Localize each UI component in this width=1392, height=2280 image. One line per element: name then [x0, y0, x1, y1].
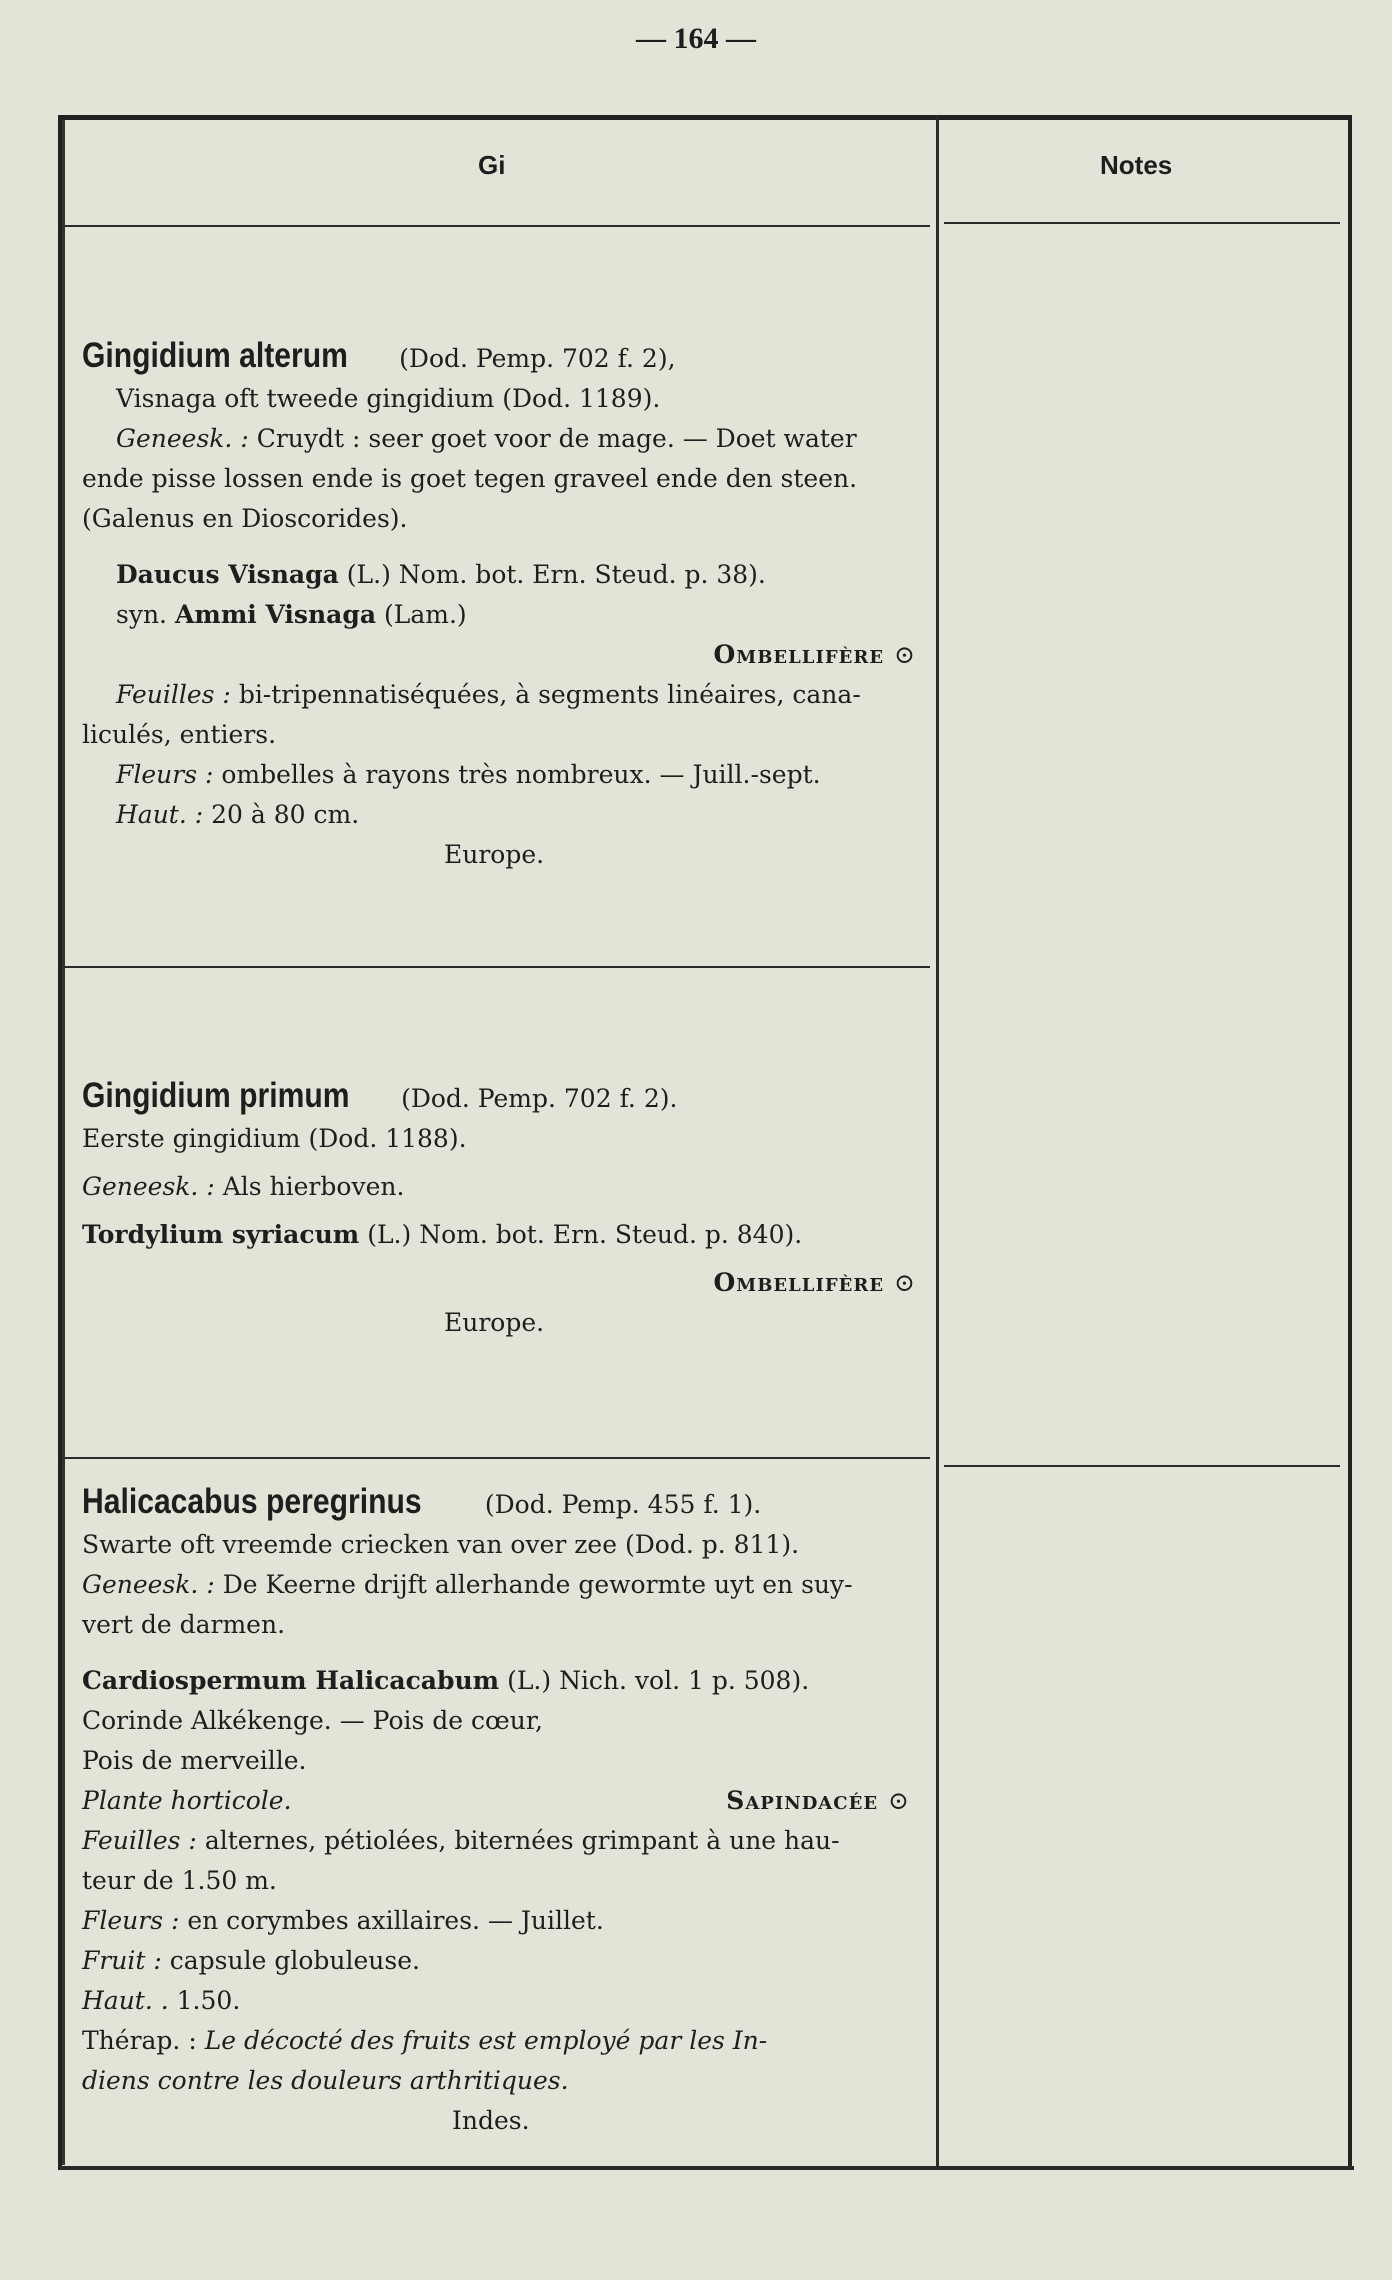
header-rule-left	[62, 225, 930, 227]
botanical-name: Tordylium syriacum	[82, 1220, 360, 1249]
column-header-notes: Notes	[1100, 150, 1173, 180]
column-divider	[936, 115, 939, 2170]
feuilles-label: Feuilles :	[82, 1826, 197, 1855]
entry-line: (Galenus en Dioscorides).	[82, 504, 408, 533]
fleurs-text: ombelles à rayons très nombreux. — Juill.-sept.	[221, 760, 821, 789]
plant-family: Sapindacée	[726, 1786, 879, 1815]
therap-text-cont: diens contre les douleurs arthritiques.	[82, 2066, 569, 2095]
entry-title-ref: (Dod. Pemp. 702 f. 2).	[401, 1084, 678, 1113]
fruit-text: capsule globuleuse.	[169, 1946, 420, 1975]
haut-label: Haut. .	[82, 1986, 169, 2015]
entry-title: Gingidium primum	[82, 1076, 350, 1115]
botanical-ref: (L.) Nom. bot. Ern. Steud. p. 38).	[346, 560, 766, 589]
feuilles-text-cont: liculés, entiers.	[82, 720, 277, 749]
entry-line: Cruydt : seer goet voor de mage. — Doet water	[256, 424, 857, 453]
entry-line: ende pisse lossen ende is goet tegen graveel ende den steen.	[82, 464, 858, 493]
entry-line: vert de darmen.	[82, 1610, 286, 1639]
geneesk-label: Geneesk. :	[82, 1570, 215, 1599]
common-name: Corinde Alkékenge. — Pois de cœur,	[82, 1706, 543, 1735]
entry-halicacabus-peregrinus	[82, 1482, 922, 2141]
column-header-gi: Gi	[478, 150, 506, 180]
annual-symbol-icon: ⊙	[894, 1268, 916, 1297]
feuilles-text-cont: teur de 1.50 m.	[82, 1866, 277, 1895]
botanical-ref: (L.) Nich. vol. 1 p. 508).	[507, 1666, 810, 1695]
horticole-note: Plante horticole.	[82, 1786, 292, 1815]
therap-text: Le décocté des fruits est employé par les In-	[204, 2026, 768, 2055]
botanical-ref: (L.) Nom. bot. Ern. Steud. p. 840).	[367, 1220, 803, 1249]
botanical-name: Cardiospermum Halicacabum	[82, 1666, 500, 1695]
annual-symbol-icon: ⊙	[888, 1786, 910, 1815]
page-number: — 164 —	[636, 22, 756, 55]
fruit-label: Fruit :	[82, 1946, 162, 1975]
entry-rule-2-right	[944, 1465, 1340, 1467]
header-rule-right	[944, 222, 1340, 224]
therap-label: Thérap. :	[82, 2026, 197, 2055]
geneesk-label: Geneesk. :	[82, 1172, 215, 1201]
entry-line: Swarte oft vreemde criecken van over zee (Dod. p. 811).	[82, 1530, 800, 1559]
entry-line: Als hierboven.	[222, 1172, 405, 1201]
common-name: Pois de merveille.	[82, 1746, 307, 1775]
entry-gingidium-alterum	[82, 336, 922, 875]
entry-line: Eerste gingidium (Dod. 1188).	[82, 1124, 467, 1153]
entry-title: Gingidium alterum	[82, 336, 348, 375]
entry-title-ref: (Dod. Pemp. 702 f. 2),	[399, 344, 676, 373]
table-inner-border	[62, 120, 65, 2165]
haut-text: 1.50.	[176, 1986, 241, 2015]
feuilles-text: bi-tripennatiséquées, à segments linéaires, cana-	[238, 680, 861, 709]
entry-title-ref: (Dod. Pemp. 455 f. 1).	[484, 1490, 762, 1519]
region-text: Europe.	[444, 840, 545, 869]
plant-family: Ombellifère	[713, 1268, 885, 1297]
synonym-ref: (Lam.)	[384, 600, 467, 629]
haut-label: Haut. :	[116, 800, 204, 829]
syn-label: syn.	[116, 600, 168, 629]
entry-rule-2	[62, 1457, 930, 1459]
entry-title: Halicacabus peregrinus	[82, 1482, 422, 1521]
region-text: Indes.	[452, 2106, 530, 2135]
synonym-name: Ammi Visnaga	[174, 600, 377, 629]
fleurs-label: Fleurs :	[82, 1906, 180, 1935]
plant-family: Ombellifère	[713, 640, 885, 669]
geneesk-label: Geneesk. :	[116, 424, 249, 453]
region-text: Europe.	[444, 1308, 545, 1337]
bottom-rule	[60, 2166, 1354, 2170]
botanical-name: Daucus Visnaga	[116, 560, 339, 589]
fleurs-text: en corymbes axillaires. — Juillet.	[187, 1906, 604, 1935]
fleurs-label: Fleurs :	[116, 760, 214, 789]
feuilles-text: alternes, pétiolées, biternées grimpant à une hau-	[204, 1826, 840, 1855]
haut-text: 20 à 80 cm.	[211, 800, 360, 829]
entry-line: De Keerne drijft allerhande gewormte uyt en suy-	[222, 1570, 853, 1599]
entry-gingidium-primum	[82, 1076, 922, 1343]
entry-rule-1	[62, 966, 930, 968]
annual-symbol-icon: ⊙	[894, 640, 916, 669]
entry-line: Visnaga oft tweede gingidium (Dod. 1189).	[116, 384, 661, 413]
feuilles-label: Feuilles :	[116, 680, 231, 709]
